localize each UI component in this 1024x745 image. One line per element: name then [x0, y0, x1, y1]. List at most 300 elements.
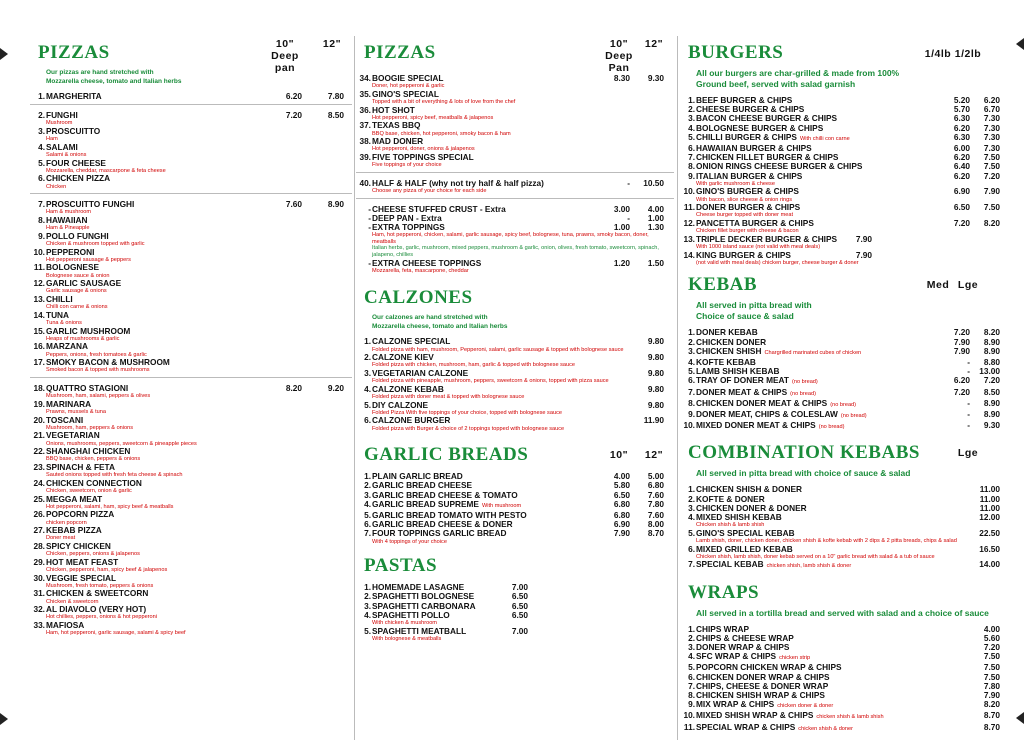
price-small: 8.20 [285, 382, 302, 393]
price-large: 5.60 [983, 632, 1000, 643]
item-name: HALF & HALF (why not try half & half pizza) [372, 177, 544, 188]
item-number: 3. [364, 489, 371, 500]
item-name: FOUR CHEESE [46, 157, 106, 168]
menu-item [30, 174, 352, 190]
price-large: 8.20 [983, 218, 1000, 229]
item-name: SPAGHETTI POLLO [372, 609, 450, 620]
section-subtitle: All served in pitta bread with [696, 300, 812, 311]
item-description: Folded Pizza With five toppings of your choice, topped with bolognese sauce [372, 409, 562, 416]
garlic-breads-header [356, 440, 674, 470]
item-name: CHILLI BURGER & CHIPS [696, 131, 797, 142]
price-large: 8.80 [983, 357, 1000, 368]
menu-item [356, 529, 674, 545]
menu-item [30, 526, 352, 542]
item-group [30, 384, 352, 640]
item-name: POPCORN PIZZA [46, 509, 115, 520]
price-large: 6.80 [647, 480, 664, 491]
price-small: 6.20 [953, 122, 970, 133]
menu-item [356, 385, 674, 401]
item-number: 27. [33, 525, 45, 536]
item-description: Heaps of mushrooms & garlic [46, 335, 120, 342]
price-small: - [967, 366, 970, 377]
item-name: CHILLI [46, 293, 73, 304]
item-number: 6. [38, 173, 45, 184]
price-large: 7.90 [983, 690, 1000, 701]
size-12: 12" [644, 38, 664, 50]
item-name: PLAIN GARLIC BREAD [372, 471, 463, 482]
item-number: - [368, 257, 371, 268]
price-large: 7.60 [647, 489, 664, 500]
item-note: Chargrilled marinated cubes of chicken [764, 349, 862, 356]
item-name: SPECIAL KEBAB [696, 559, 764, 570]
section-subtitle: Choice of sauce & salad [696, 311, 794, 322]
size-10: 10" [609, 449, 629, 462]
item-number: - [368, 203, 371, 214]
menu-item [680, 560, 1002, 571]
item-name: FIVE TOPPINGS SPECIAL [372, 151, 474, 162]
item-name: CALZONE KIEV [372, 352, 434, 363]
item-name: MIXED GRILLED KEBAB [696, 543, 793, 554]
price-large: 11.00 [979, 484, 1000, 495]
item-description: Chicken, peppers, onions & jalapenos [46, 551, 140, 558]
item-name: HOT SHOT [372, 104, 415, 115]
item-name: MARINARA [46, 398, 92, 409]
price-small: 7.20 [285, 110, 302, 121]
item-description: Chicken, sweetcorn, onion & garlic [46, 487, 132, 494]
item-note: (no bread) [818, 424, 845, 431]
item-description: Mushroom, ham, peppers & onions [46, 424, 134, 431]
item-note: (no bread) [790, 390, 816, 397]
price-small: 6.20 [953, 375, 970, 386]
price: 6.50 [511, 600, 528, 611]
item-number: 9. [688, 170, 695, 181]
item-group [30, 200, 352, 378]
item-description: Hot pepperoni, spicy beef, meatballs & jalapenos [372, 114, 494, 121]
price-small: 5.20 [953, 95, 970, 105]
item-description: Chilli con carne & onions [46, 304, 108, 311]
item-name: TRIPLE DECKER BURGER & CHIPS [696, 233, 838, 244]
section-title: PIZZAS [364, 42, 436, 63]
item-number: - [368, 212, 371, 223]
fold-mark-left-bottom [0, 713, 8, 725]
item-name: SPAGHETTI CARBONARA [372, 600, 476, 611]
item-number: 10. [683, 186, 695, 197]
price-large: 9.80 [647, 336, 664, 347]
item-description: Sauted onions topped with fresh feta cheese & spinach [46, 472, 183, 479]
item-description: Hot pepperoni, salami, ham, spicy beef & meatballs [46, 503, 174, 510]
section-subtitle: Mozzarella cheese, tomato and Italian herbs [372, 323, 508, 331]
section-subtitle: All served in a tortilla bread and served with salad and a choice of sauce [696, 607, 989, 618]
item-name: EXTRA TOPPINGS [372, 221, 445, 232]
item-name: SPICY CHICKEN [46, 540, 111, 551]
item-description: Garlic sausage & onions [46, 288, 107, 295]
item-name: MIXED DONER MEAT & CHIPS [696, 420, 816, 431]
item-description: Ham & mushroom [46, 209, 92, 216]
price-small: 4.00 [613, 471, 630, 482]
item-number: 5. [688, 527, 695, 538]
price-large: 7.50 [983, 161, 1000, 172]
menu-item [680, 513, 1002, 529]
item-number: 3. [688, 113, 695, 124]
menu-item [30, 159, 352, 175]
item-name: TEXAS BBQ [372, 120, 421, 131]
price-large: 8.50 [983, 386, 1000, 397]
menu-item [680, 421, 1002, 432]
price-small: 7.60 [285, 199, 302, 210]
item-number: 4. [364, 383, 371, 394]
menu-item [356, 121, 674, 137]
item-description: Bolognese sauce & onion [46, 272, 110, 279]
item-number: 2. [688, 632, 695, 643]
item-description: Salami & onions [46, 152, 87, 158]
menu-item [680, 235, 1002, 251]
menu-item [30, 431, 352, 447]
item-number: 24. [33, 477, 45, 488]
menu-item [30, 342, 352, 358]
item-name: BOOGIE SPECIAL [372, 73, 444, 83]
item-name: GARLIC BREAD TOMATO WITH PESTO [372, 509, 527, 520]
item-description: Mushroom, ham, salami, peppers & olives [46, 393, 151, 400]
item-number: 32. [33, 604, 45, 615]
item-number: 39. [359, 151, 371, 162]
price-small: 6.30 [953, 131, 970, 142]
section-title: CALZONES [364, 287, 473, 309]
price-small: - [967, 420, 970, 431]
item-name: VEGETARIAN CALZONE [372, 367, 469, 378]
item-name: GARLIC SAUSAGE [46, 278, 122, 289]
wraps-header [680, 578, 1002, 608]
item-number: 10. [683, 420, 695, 431]
item-name: CHIPS WRAP [696, 623, 750, 634]
item-group [30, 111, 352, 194]
item-number: 1. [364, 336, 371, 347]
item-number: 1. [688, 95, 695, 105]
section-title: GARLIC BREADS [364, 444, 529, 466]
item-number: 6. [688, 543, 695, 554]
item-name: PROSCUITTO FUNGHI [46, 199, 135, 210]
price-large: 16.50 [979, 543, 1000, 554]
price-small: 6.80 [613, 498, 630, 509]
item-number: 15. [33, 325, 45, 336]
item-name: GARLIC BREAD CHEESE & TOMATO [372, 489, 518, 500]
menu-item [680, 723, 1002, 734]
item-description: Chicken fillet burger with cheese & bacon [696, 228, 799, 235]
price-large: 7.30 [983, 131, 1000, 142]
item-note: With mushroom [481, 502, 522, 509]
item-number: 5. [688, 366, 695, 377]
item-description: Choose any pizza of your choice for each side [372, 187, 487, 194]
menu-item [30, 358, 352, 374]
price-large: 7.20 [983, 642, 1000, 653]
menu-item [30, 311, 352, 327]
price-small: 8.30 [613, 73, 630, 83]
item-name: CHICKEN DONER WRAP & CHIPS [696, 671, 830, 682]
item-description: BBQ base, chicken, hot pepperoni, smoky bacon & ham [372, 130, 511, 137]
item-name: QUATTRO STAGIONI [46, 382, 129, 393]
item-description: Lamb shish, doner, chicken doner, chicken shish & kofte kebab with 2 dips & 2 pitta breads, chips & salad [696, 538, 957, 545]
item-number: 26. [33, 509, 45, 520]
section-subtitle: All our burgers are char-grilled & made from 100% [696, 68, 900, 78]
price-small: 3.00 [613, 203, 630, 214]
price-large: 11.00 [979, 493, 1000, 504]
price-large: 7.30 [983, 113, 1000, 124]
item-number: - [368, 221, 371, 232]
item-name: TUNA [46, 309, 70, 320]
fold-mark-left-top [0, 48, 8, 60]
item-number: 9. [38, 230, 45, 241]
item-number: 35. [359, 88, 371, 99]
item-name: CALZONE SPECIAL [372, 336, 451, 347]
item-name: MAD DONER [372, 136, 424, 147]
item-number: 2. [364, 352, 371, 363]
price-small: 6.20 [953, 152, 970, 163]
item-description: Five toppings of your choice [372, 162, 442, 169]
menu-item [30, 384, 352, 400]
item-name: LAMB SHISH KEBAB [696, 366, 780, 377]
menu-item [30, 542, 352, 558]
item-description: Peppers, onions, fresh tomatoes & garlic [46, 351, 147, 358]
menu-item [30, 463, 352, 479]
item-description: Folded pizza with ham, mushroom, Pepperoni, salami, garlic sausage & topped with bolognese sauce [372, 346, 624, 353]
price-large: 8.20 [983, 699, 1000, 710]
column-divider [354, 36, 355, 740]
item-name: SPINACH & FETA [46, 461, 115, 472]
item-number: 40. [359, 177, 371, 188]
item-description: Folded pizza with chicken, mushroom, ham, garlic & topped with bolognese sauce [372, 362, 576, 369]
item-name: GARLIC BREAD CHEESE [372, 480, 473, 491]
item-description: BBQ base, chicken, peppers & onions [46, 456, 141, 463]
menu-item [30, 495, 352, 511]
item-name: DONER WRAP & CHIPS [696, 642, 790, 653]
item-name: PEPPERONI [46, 246, 95, 257]
item-number: 3. [364, 600, 371, 611]
item-name: SMOKY BACON & MUSHROOM [46, 357, 170, 368]
item-note: chicken doner & doner [777, 703, 834, 710]
item-description: Ham, hot pepperoni, chicken, salami, garlic sausage, spicy beef, bolognese, tuna, prawns, smoky bacon, doner, meatballs [372, 232, 649, 245]
item-number: 3. [688, 642, 695, 653]
item-number: 11. [683, 721, 695, 732]
item-name: SALAMI [46, 141, 78, 152]
item-description: Chicken & mushroom topped with garlic [46, 240, 145, 247]
item-number: 7. [688, 152, 695, 163]
item-description: Italian herbs, garlic, mushroom, mixed peppers, mushroom & garlic, onion, olives, fresh tomato, sweetcorn, spinach, jalapeno, chillies [372, 245, 659, 258]
price-large: 7.60 [647, 509, 664, 520]
item-name: CHICKEN DONER MEAT & CHIPS [696, 397, 828, 408]
item-name: POLLO FUNGHI [46, 230, 109, 241]
item-name: GINO'S SPECIAL KEBAB [696, 527, 795, 538]
section-subtitle: Mozzarella cheese, tomato and Italian herbs [46, 78, 182, 85]
section-title: COMBINATION KEBABS [688, 442, 920, 464]
price-large: 9.30 [647, 73, 664, 83]
item-number: 4. [688, 357, 695, 368]
item-name: VEGGIE SPECIAL [46, 572, 117, 583]
item-number: 1. [364, 471, 371, 482]
menu-item [356, 223, 674, 245]
item-note: chicken shish & lamb shish [816, 714, 884, 721]
menu-item [356, 245, 674, 258]
item-number: 3. [688, 502, 695, 513]
item-name: KOFTE KEBAB [696, 357, 756, 368]
item-name: DONER BURGER & CHIPS [696, 202, 801, 213]
item-number: 4. [364, 609, 371, 620]
item-number: 12. [33, 278, 45, 289]
item-number: 1. [688, 484, 695, 495]
menu-item [30, 295, 352, 311]
item-name: GINO'S SPECIAL [372, 88, 439, 99]
item-description: Chicken [46, 183, 67, 190]
price-small: 6.00 [953, 143, 970, 154]
item-name: BOLOGNESE BURGER & CHIPS [696, 122, 824, 133]
fold-mark-right-top [1016, 38, 1024, 50]
item-number: 9. [688, 409, 695, 420]
price-large: 11.00 [979, 502, 1000, 513]
price-small: 5.80 [613, 480, 630, 491]
item-note: chicken shish & doner [798, 725, 854, 732]
price-large: 7.20 [983, 375, 1000, 386]
price-large: 14.00 [979, 559, 1000, 570]
price-small: 6.50 [613, 489, 630, 500]
menu-item [356, 337, 674, 353]
item-number: 1. [688, 623, 695, 634]
menu-item [680, 376, 1002, 387]
item-number: 10. [683, 710, 695, 721]
section-subtitle: Our pizzas are hand stretched with [46, 69, 154, 76]
price-small: 7.90 [953, 336, 970, 347]
price-large: 7.20 [983, 170, 1000, 181]
item-name: CHIPS & CHEESE WRAP [696, 632, 794, 643]
item-name: CHICKEN CONNECTION [46, 477, 142, 488]
menu-item [30, 479, 352, 495]
price-small: 5.70 [953, 104, 970, 115]
item-description: Ham, hot pepperoni, garlic sausage, salami & spicy beef [46, 630, 186, 637]
section-subtitle: Our calzones are hand stretched with [372, 314, 488, 322]
menu-item [356, 353, 674, 369]
price-large: 8.90 [983, 345, 1000, 356]
price: 7.00 [511, 582, 528, 593]
item-number: 1. [688, 327, 695, 338]
item-description: Mozzarella, cheddar, mascarpone & feta cheese [46, 167, 166, 174]
item-description: With garlic mushroom & cheese [696, 180, 775, 187]
price-small: 7.90 [613, 528, 630, 539]
price-small: 6.40 [953, 161, 970, 172]
item-description: With bolognese & meatballs [372, 635, 442, 642]
price-large: 9.80 [647, 367, 664, 378]
combination-kebabs-header [680, 438, 1002, 468]
menu-item [680, 711, 1002, 722]
price-large: 7.50 [983, 202, 1000, 213]
price-small: - [967, 409, 970, 420]
price: 7.00 [511, 625, 528, 636]
item-number: 13. [33, 293, 45, 304]
price-large: 8.50 [327, 110, 344, 121]
item-name: POPCORN CHICKEN WRAP & CHIPS [696, 662, 842, 673]
item-name: HAWAIIAN [46, 214, 88, 225]
item-number: 4. [688, 651, 695, 662]
price-large: 7.80 [647, 498, 664, 509]
item-number: 8. [688, 161, 695, 172]
price-large: 8.70 [647, 528, 664, 539]
item-note: chicken strip [779, 655, 811, 662]
price-large: 7.80 [983, 680, 1000, 691]
item-name: MARGHERITA [46, 91, 102, 101]
price: 6.50 [511, 609, 528, 620]
item-name: DONER MEAT & CHIPS [696, 386, 788, 397]
item-name: GARLIC MUSHROOM [46, 325, 131, 336]
menu-item [680, 529, 1002, 545]
item-name: MIX WRAP & CHIPS [696, 699, 775, 710]
item-number: 6. [688, 671, 695, 682]
section-title: WRAPS [688, 581, 760, 603]
calzones-header [356, 283, 674, 313]
item-name: CHIPS, CHEESE & DONER WRAP [696, 680, 829, 691]
item-number: 7. [688, 680, 695, 691]
item-description: Hot pepperoni sausage & peppers [46, 256, 131, 263]
item-name: BACON CHEESE BURGER & CHIPS [696, 113, 838, 124]
price-large: 12.00 [979, 512, 1000, 523]
item-description: Topped with a bit of everything & lots of love from the chef [372, 99, 516, 105]
item-number: 14. [683, 249, 695, 260]
price-large: 7.30 [983, 143, 1000, 154]
item-description: Doner, hot pepperoni & garlic [372, 83, 445, 90]
burgers-header [680, 38, 1002, 68]
item-number: 13. [683, 233, 695, 244]
item-description: Prawns, mussels & tuna [46, 408, 107, 415]
item-number: 2. [38, 110, 45, 121]
column-divider [677, 36, 678, 740]
price-large: 4.00 [983, 623, 1000, 634]
price-large: 11.90 [643, 415, 664, 426]
item-group [356, 74, 674, 173]
item-name: ITALIAN BURGER & CHIPS [696, 170, 803, 181]
item-description: With bacon, slice cheese & onion rings [696, 196, 793, 203]
item-name: SPAGHETTI MEATBALL [372, 625, 467, 636]
price-large: 8.70 [983, 710, 1000, 721]
price-small: 6.20 [953, 170, 970, 181]
menu-item [356, 627, 674, 643]
price-large: 7.50 [983, 662, 1000, 673]
price-small: 7.20 [953, 386, 970, 397]
menu-item [30, 248, 352, 264]
item-name: ONION RINGS CHEESE BURGER & CHIPS [696, 161, 863, 172]
price-large: 8.90 [983, 409, 1000, 420]
item-number: 2. [364, 591, 371, 602]
item-number: 16. [33, 341, 45, 352]
item-name: FOUR TOPPINGS GARLIC BREAD [372, 528, 507, 539]
item-number: 5. [38, 157, 45, 168]
item-name: KEBAB PIZZA [46, 525, 102, 536]
size-quarter-lb: 1/4lb [924, 48, 952, 60]
price-large: 7.50 [983, 651, 1000, 662]
item-description: Chicken shish, lamb shish, doner kebab served on a 10" garlic bread with salad & a tub of sauce [696, 553, 935, 560]
menu-item [680, 187, 1002, 203]
item-name: TRAY OF DONER MEAT [696, 375, 789, 386]
item-name: CHICKEN SHISH WRAP & CHIPS [696, 690, 825, 701]
menu-item [30, 127, 352, 143]
item-name: CHICKEN SHISH [696, 345, 762, 356]
item-group [30, 92, 352, 105]
item-number: 11. [683, 202, 695, 213]
item-number: 3. [688, 345, 695, 356]
price-large: 6.70 [983, 104, 1000, 115]
item-group [356, 179, 674, 199]
item-name: FUNGHI [46, 110, 78, 121]
menu-item [30, 605, 352, 621]
menu-item [30, 232, 352, 248]
item-number: 7. [364, 528, 371, 539]
price-large: 7.90 [983, 186, 1000, 197]
item-number: 6. [364, 415, 371, 426]
item-number: 4. [688, 512, 695, 523]
